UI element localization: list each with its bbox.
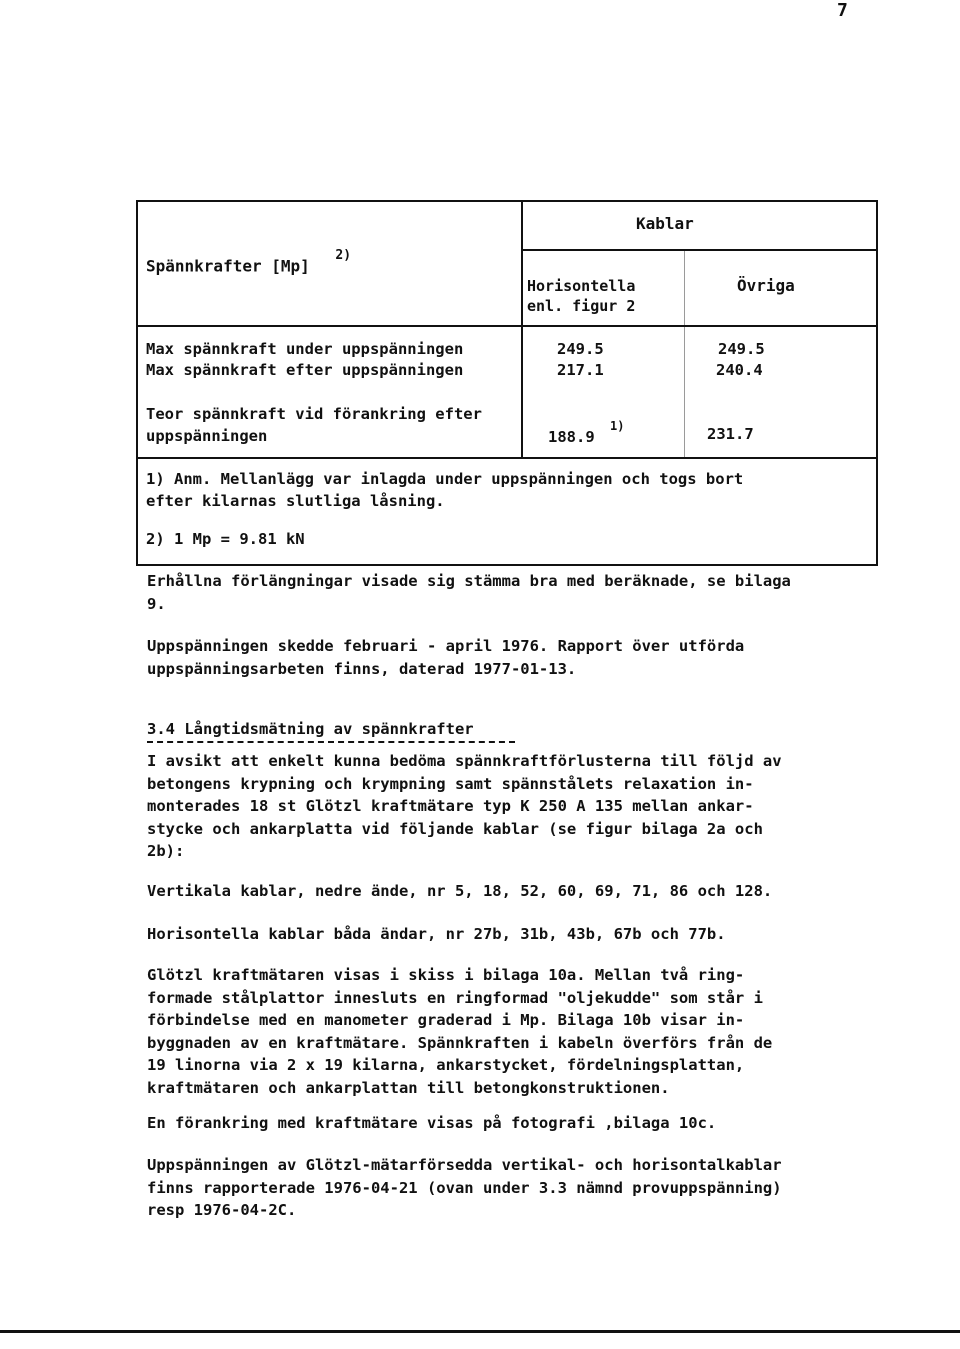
paragraph: Uppspänningen av Glötzl-mätarförsedda vertikal- och horisontalkablar finns rapporterade 1976-04-21 (ovan under 3.3 nämnd provuppspänning) resp 1976-04-2C. [147, 1156, 782, 1219]
row-label-text: Spännkrafter [146, 256, 262, 276]
table-cell-horizontal: 249.5 [557, 340, 604, 358]
table-cell-other: 249.5 [718, 340, 765, 358]
table-divider-values [684, 327, 685, 457]
paragraph: Glötzl kraftmätaren visas i skiss i bilaga 10a. Mellan två ring- formade stålplattor innesluts en ringformad "oljekudde" som står i förbindelse med en manometer graderad i Mp. Bilaga 10b visar in- byggnaden av en kraftmätare. Spännkraften i kabeln överförs från de 19 linorna via 2 x 19 kilarna, ankarstycket, fördelningsplattan, kraftmätaren och ankarplattan till betongkonstruktionen. [147, 966, 773, 1097]
table-note-1-line2: efter kilarnas slutliga låsning. [146, 492, 445, 510]
table-divider-header [136, 325, 877, 327]
table-cell-other: 240.4 [716, 361, 763, 379]
table-note-1 [146, 468, 743, 512]
table-border-top [136, 200, 878, 202]
table-cell-horizontal [548, 419, 625, 447]
page-bottom-rule [0, 1330, 960, 1333]
table-row-label-line2: uppspänningen [146, 427, 268, 445]
table-note-2: 2) 1 Mp = 9.81 kN [146, 530, 305, 548]
unit-label: [Mp] [271, 256, 310, 276]
footnote-ref: 2) [335, 248, 352, 263]
table-cell-horizontal: 217.1 [557, 361, 604, 379]
table-row-label: Max spännkraft efter uppspänningen [146, 361, 464, 379]
paragraph: Horisontella kablar båda ändar, nr 27b, 31b, 43b, 67b och 77b. [147, 925, 726, 943]
group-header-cables: Kablar [636, 214, 694, 233]
paragraph: I avsikt att enkelt kunna bedöma spännkraftförlusterna till följd av betongens krypning och krympning samt spännstålets relaxation in- monterades 18 st Glötzl kraftmätare typ K 250 A 135 mellan ankar- stycke och ankarplatta vid följande kablar (se figur bilaga 2a och 2b): [147, 752, 782, 860]
table-row-label [146, 403, 482, 447]
table-divider-notes [136, 457, 877, 459]
table-cell-other: 231.7 [707, 425, 754, 443]
table-divider-subcols [684, 251, 685, 325]
page-number: 7 [837, 0, 848, 21]
horizontal-value: 188.9 [548, 428, 595, 447]
section-heading-underline [147, 741, 515, 743]
table-divider-label [521, 200, 523, 458]
table-note-1-line1: 1) Anm. Mellanlägg var inlagda under uppspänningen och togs bort [146, 470, 744, 488]
col-header-horizontal-line1: Horisontella [527, 277, 636, 295]
paragraph: Erhållna förlängningar visade sig stämma bra med beräknade, se bilaga 9. [147, 572, 791, 613]
table-border-left [136, 200, 138, 566]
table-row-label-line1: Teor spännkraft vid förankring efter [146, 405, 482, 423]
table-header-row-label [146, 248, 352, 276]
paragraph: Vertikala kablar, nedre ände, nr 5, 18, 52, 60, 69, 71, 86 och 128. [147, 882, 773, 900]
paragraph: Uppspänningen skedde februari - april 1976. Rapport över utförda uppspänningsarbeten finns, daterad 1977-01-13. [147, 637, 745, 678]
col-header-horizontal [527, 276, 635, 316]
col-header-other: Övriga [737, 276, 795, 295]
paragraph: En förankring med kraftmätare visas på fotografi ,bilaga 10c. [147, 1114, 717, 1132]
section-heading: 3.4 Långtidsmätning av spännkrafter [147, 720, 474, 738]
table-row-label: Max spännkraft under uppspänningen [146, 340, 464, 358]
footnote-ref: 1) [610, 419, 625, 433]
table-border-right [876, 200, 878, 566]
col-header-horizontal-line2: enl. figur 2 [527, 297, 636, 315]
table-border-bottom [136, 564, 878, 566]
table-divider-group [521, 249, 877, 251]
